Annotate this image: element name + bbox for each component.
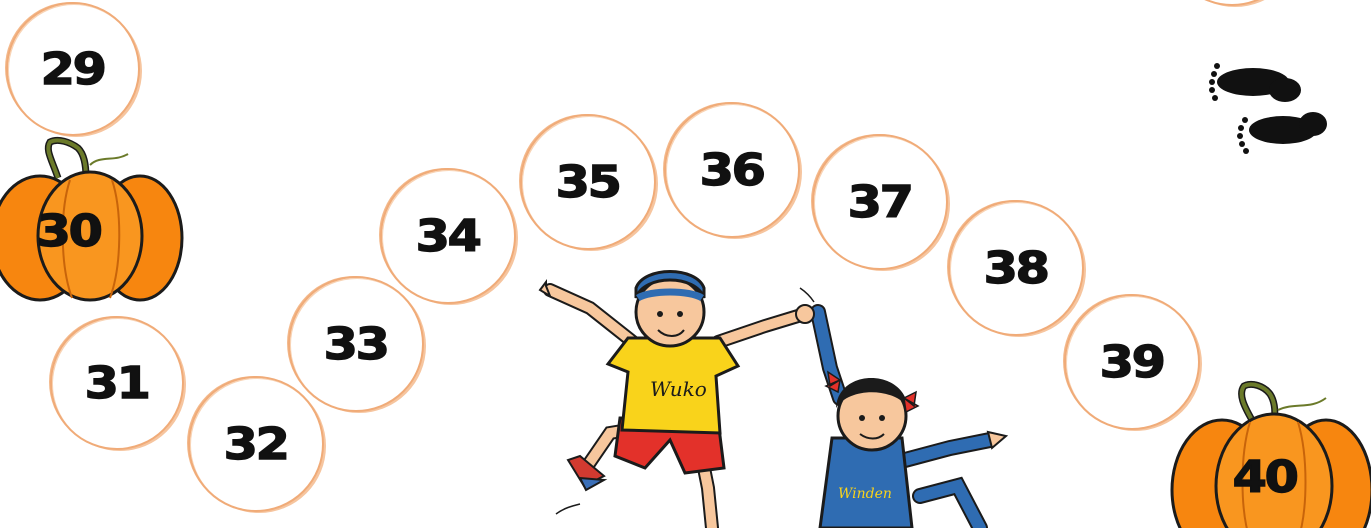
- girl-shirt-text: Winden: [838, 486, 892, 502]
- square-number: 29: [40, 43, 106, 95]
- square-number: 40: [1232, 452, 1297, 503]
- board-square-29[interactable]: [6, 2, 140, 136]
- board-square-33[interactable]: [288, 276, 424, 412]
- square-number: 30: [36, 206, 101, 257]
- girl-figure: [796, 305, 1006, 528]
- square-number: 39: [1099, 336, 1165, 388]
- square-number: 38: [983, 242, 1049, 294]
- board-square-32[interactable]: [188, 376, 324, 512]
- board-square-30[interactable]: [0, 140, 185, 305]
- children-illustration: [520, 268, 1020, 528]
- footprints-icon[interactable]: [1205, 58, 1335, 158]
- square-number: 35: [555, 156, 621, 208]
- board-square-34[interactable]: [380, 168, 516, 304]
- board-square-36[interactable]: [664, 102, 800, 238]
- square-number: 36: [699, 144, 765, 196]
- square-number: 33: [323, 318, 389, 370]
- boy-figure: [540, 272, 798, 528]
- square-number: 31: [84, 357, 150, 409]
- square-number: 32: [223, 418, 289, 470]
- square-number: 37: [847, 176, 913, 228]
- board-square-37[interactable]: [812, 134, 948, 270]
- square-number: 34: [415, 210, 481, 262]
- board-square-40[interactable]: [1170, 380, 1370, 528]
- board-square-35[interactable]: [520, 114, 656, 250]
- offscreen-square: [1165, 0, 1299, 6]
- board-square-31[interactable]: [50, 316, 184, 450]
- boy-shirt-text: Wuko: [650, 377, 707, 401]
